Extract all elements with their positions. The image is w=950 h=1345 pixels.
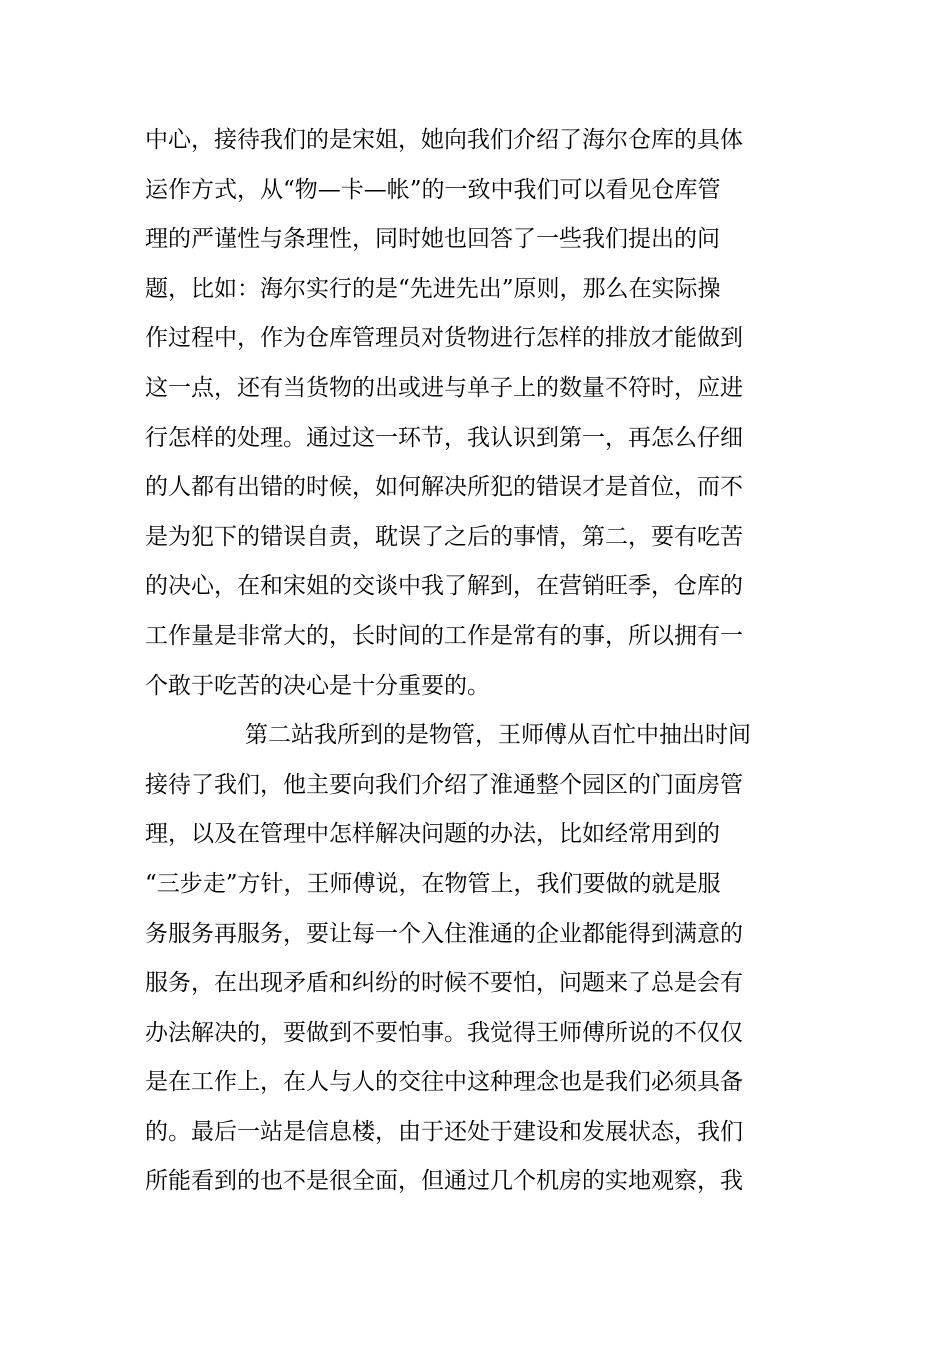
text-line: 服务，在出现矛盾和纠纷的时候不要怕，问题来了总是会有 — [145, 970, 743, 997]
text-line: 是在工作上，在人与人的交往中这种理念也是我们必须具备 — [145, 1069, 743, 1096]
text-line: 的人都有出错的时候，如何解决所犯的错误才是首位，而不 — [145, 474, 743, 501]
text-line: 是为犯下的错误自责，耽误了之后的事情，第二，要有吃苦 — [145, 523, 743, 550]
text-line: 中心，接待我们的是宋姐，她向我们介绍了海尔仓库的具体 — [145, 127, 743, 153]
body-text — [145, 116, 755, 1207]
text-line: 理的严谨性与条理性，同时她也回答了一些我们提出的问 — [145, 226, 720, 253]
text-line: 理，以及在管理中怎样解决问题的办法，比如经常用到的 — [145, 821, 720, 848]
paragraph-start-line: 第二站我所到的是物管，王师傅从百忙中抽出时间 — [245, 722, 751, 749]
text-line: 办法解决的，要做到不要怕事。我觉得王师傅所说的不仅仅 — [145, 1019, 743, 1046]
text-line: 工作量是非常大的，长时间的工作是常有的事，所以拥有一 — [145, 622, 743, 649]
text-line: 行怎样的处理。通过这一环节，我认识到第一，再怎么仔细 — [145, 424, 743, 451]
text-line: 个敢于吃苦的决心是十分重要的。 — [145, 672, 490, 699]
text-line: 的决心，在和宋姐的交谈中我了解到，在营销旺季，仓库的 — [145, 573, 743, 600]
text-line: 作过程中，作为仓库管理员对货物进行怎样的排放才能做到 — [145, 325, 743, 352]
text-line: 接待了我们，他主要向我们介绍了淮通整个园区的门面房管 — [145, 771, 743, 798]
text-line: 务服务再服务，要让每一个入住淮通的企业都能得到满意的 — [145, 920, 743, 947]
text-line: 运作方式，从“物—卡—帐”的一致中我们可以看见仓库管 — [145, 176, 721, 203]
text-line: 题，比如：海尔实行的是“先进先出”原则，那么在实际操 — [145, 275, 721, 302]
text-line: 所能看到的也不是很全面，但通过几个机房的实地观察，我 — [145, 1168, 743, 1195]
text-line: “三步走”方针，王师傅说，在物管上，我们要做的就是服 — [145, 870, 721, 897]
text-line: 的。最后一站是信息楼，由于还处于建设和发展状态，我们 — [145, 1118, 743, 1145]
text-line: 这一点，还有当货物的出或进与单子上的数量不符时，应进 — [145, 374, 743, 401]
